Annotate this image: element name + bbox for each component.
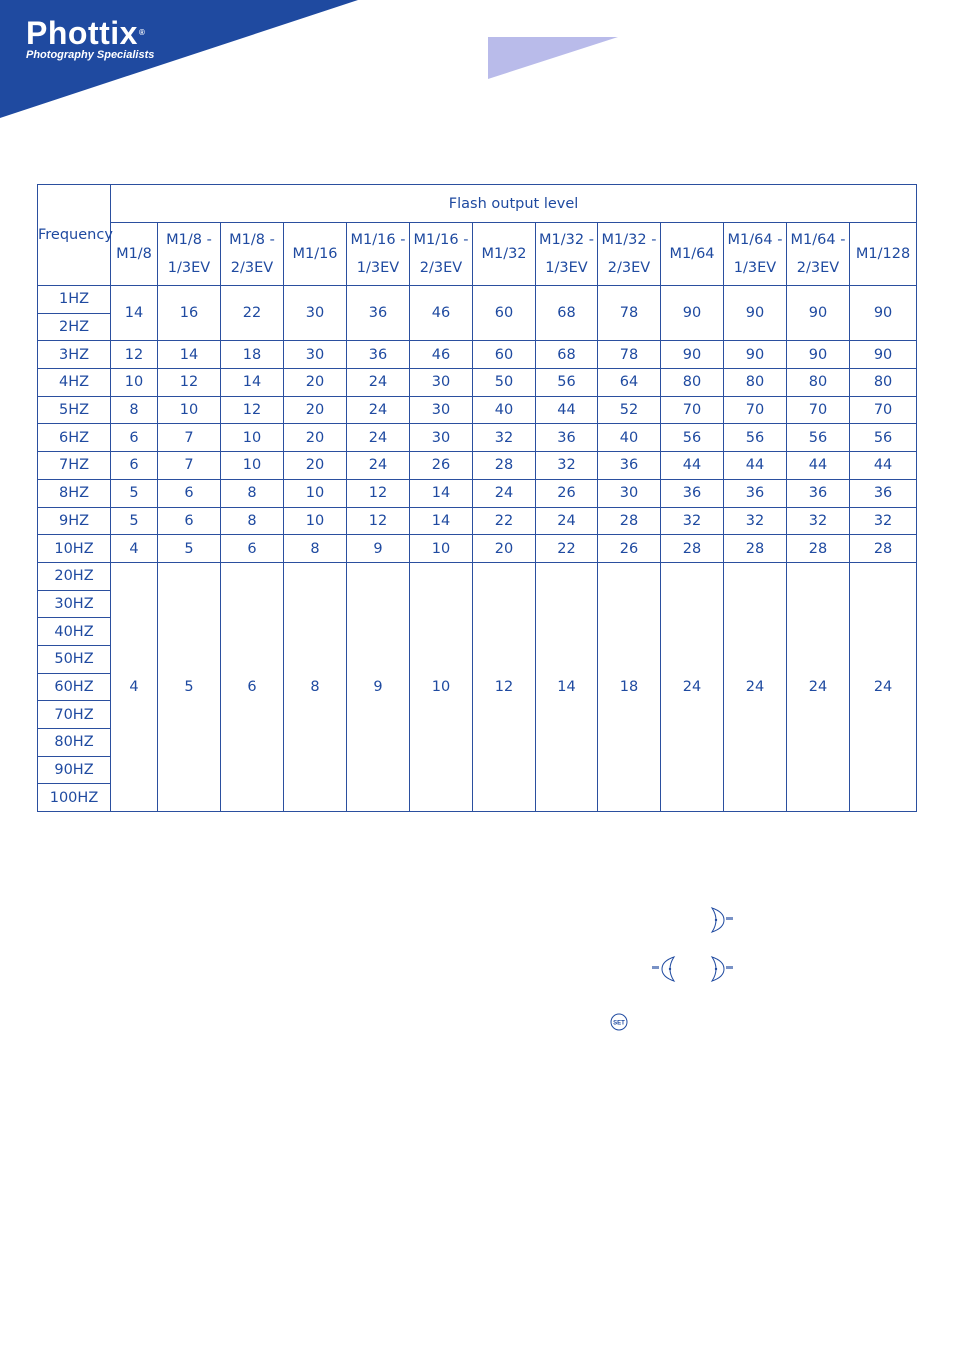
value-cell: 10 — [284, 507, 347, 535]
value-cell: 18 — [221, 341, 284, 369]
logo-name: Phottix — [26, 15, 138, 51]
value-cell: 5 — [158, 562, 221, 811]
column-header-line1: M1/32 - — [601, 232, 657, 248]
value-cell: 36 — [347, 286, 410, 341]
value-cell: 50 — [473, 369, 536, 397]
value-cell: 28 — [787, 535, 850, 563]
column-header-line1: M1/16 - — [413, 232, 469, 248]
value-cell: 4 — [111, 535, 158, 563]
column-header-row — [38, 223, 917, 286]
value-cell: 90 — [661, 286, 724, 341]
value-cell: 60 — [473, 286, 536, 341]
column-header-line1: M1/64 - — [790, 232, 846, 248]
column-header-line2: 2/3EV — [230, 260, 274, 276]
frequency-cell: 100HZ — [38, 784, 111, 812]
value-cell: 6 — [158, 507, 221, 535]
value-cell: 6 — [158, 479, 221, 507]
value-cell: 90 — [724, 286, 787, 341]
logo-wordmark — [26, 14, 154, 52]
column-header-line1: M1/128 — [855, 246, 911, 262]
value-cell: 56 — [724, 424, 787, 452]
table-row — [38, 479, 917, 507]
value-cell: 10 — [410, 535, 473, 563]
table-row — [38, 424, 917, 452]
value-cell: 5 — [111, 479, 158, 507]
value-cell: 80 — [787, 369, 850, 397]
flash-output-table — [37, 184, 917, 812]
frequency-cell: 60HZ — [38, 673, 111, 701]
value-cell: 36 — [850, 479, 917, 507]
value-cell: 20 — [473, 535, 536, 563]
value-cell: 26 — [410, 452, 473, 480]
value-cell: 70 — [850, 396, 917, 424]
value-cell: 10 — [284, 479, 347, 507]
value-cell: 14 — [410, 507, 473, 535]
value-cell: 56 — [850, 424, 917, 452]
value-cell: 90 — [661, 341, 724, 369]
frequency-cell: 70HZ — [38, 701, 111, 729]
column-header-line2: 1/3EV — [733, 260, 777, 276]
value-cell: 24 — [724, 562, 787, 811]
column-header — [661, 223, 724, 286]
value-cell: 80 — [724, 369, 787, 397]
value-cell: 6 — [111, 424, 158, 452]
value-cell: 28 — [661, 535, 724, 563]
column-header — [284, 223, 347, 286]
value-cell: 12 — [111, 341, 158, 369]
value-cell: 12 — [347, 507, 410, 535]
value-cell: 32 — [787, 507, 850, 535]
table-row — [38, 562, 917, 590]
logo-registered-mark: ® — [138, 28, 146, 37]
value-cell: 10 — [221, 424, 284, 452]
value-cell: 5 — [158, 535, 221, 563]
frequency-cell: 40HZ — [38, 618, 111, 646]
frequency-cell: 9HZ — [38, 507, 111, 535]
column-header — [850, 223, 917, 286]
value-cell: 36 — [724, 479, 787, 507]
column-header-line1: M1/8 — [116, 246, 152, 262]
value-cell: 26 — [598, 535, 661, 563]
value-cell: 8 — [111, 396, 158, 424]
value-cell: 20 — [284, 424, 347, 452]
frequency-cell: 90HZ — [38, 756, 111, 784]
value-cell: 12 — [158, 369, 221, 397]
table-row — [38, 507, 917, 535]
frequency-cell: 80HZ — [38, 729, 111, 757]
column-header-line2: 1/3EV — [167, 260, 211, 276]
value-cell: 46 — [410, 286, 473, 341]
frequency-cell: 1HZ — [38, 286, 111, 314]
value-cell: 30 — [284, 341, 347, 369]
frequency-cell: 50HZ — [38, 645, 111, 673]
value-cell: 5 — [111, 507, 158, 535]
value-cell: 44 — [724, 452, 787, 480]
value-cell: 32 — [724, 507, 787, 535]
value-cell: 52 — [598, 396, 661, 424]
value-cell: 40 — [473, 396, 536, 424]
value-cell: 70 — [661, 396, 724, 424]
value-cell: 28 — [598, 507, 661, 535]
column-header — [347, 223, 410, 286]
table-row — [38, 452, 917, 480]
frequency-cell: 5HZ — [38, 396, 111, 424]
value-cell: 7 — [158, 424, 221, 452]
value-cell: 22 — [473, 507, 536, 535]
value-cell: 28 — [724, 535, 787, 563]
column-header — [724, 223, 787, 286]
value-cell: 6 — [221, 562, 284, 811]
value-cell: 10 — [221, 452, 284, 480]
value-cell: 32 — [661, 507, 724, 535]
value-cell: 78 — [598, 341, 661, 369]
column-header-line1: M1/64 — [669, 246, 715, 262]
value-cell: 24 — [347, 396, 410, 424]
frequency-cell: 20HZ — [38, 562, 111, 590]
value-cell: 90 — [787, 341, 850, 369]
value-cell: 8 — [221, 507, 284, 535]
value-cell: 30 — [284, 286, 347, 341]
table-body — [38, 286, 917, 812]
value-cell: 30 — [410, 396, 473, 424]
value-cell: 28 — [473, 452, 536, 480]
value-cell: 26 — [536, 479, 598, 507]
value-cell: 56 — [536, 369, 598, 397]
column-header — [473, 223, 536, 286]
value-cell: 36 — [598, 452, 661, 480]
column-header — [598, 223, 661, 286]
frequency-header: Frequency — [38, 185, 111, 286]
value-cell: 60 — [473, 341, 536, 369]
value-cell: 36 — [787, 479, 850, 507]
frequency-cell: 4HZ — [38, 369, 111, 397]
value-cell: 24 — [661, 562, 724, 811]
value-cell: 36 — [536, 424, 598, 452]
column-header — [410, 223, 473, 286]
value-cell: 30 — [598, 479, 661, 507]
set-label: SET — [613, 1020, 625, 1027]
dial-right-icon — [706, 906, 736, 934]
table-row — [38, 369, 917, 397]
value-cell: 80 — [850, 369, 917, 397]
set-button-icon — [609, 1012, 629, 1032]
value-cell: 46 — [410, 341, 473, 369]
column-header — [158, 223, 221, 286]
flash-output-header: Flash output level — [111, 185, 917, 223]
column-header — [111, 223, 158, 286]
value-cell: 90 — [787, 286, 850, 341]
value-cell: 24 — [473, 479, 536, 507]
value-cell: 14 — [158, 341, 221, 369]
value-cell: 64 — [598, 369, 661, 397]
value-cell: 12 — [347, 479, 410, 507]
frequency-cell: 30HZ — [38, 590, 111, 618]
value-cell: 6 — [221, 535, 284, 563]
column-header — [787, 223, 850, 286]
frequency-cell: 3HZ — [38, 341, 111, 369]
value-cell: 44 — [536, 396, 598, 424]
value-cell: 40 — [598, 424, 661, 452]
value-cell: 36 — [347, 341, 410, 369]
value-cell: 44 — [661, 452, 724, 480]
value-cell: 90 — [724, 341, 787, 369]
value-cell: 30 — [410, 369, 473, 397]
column-header-line1: M1/8 - — [166, 232, 212, 248]
frequency-cell: 8HZ — [38, 479, 111, 507]
value-cell: 16 — [158, 286, 221, 341]
value-cell: 24 — [536, 507, 598, 535]
value-cell: 24 — [347, 424, 410, 452]
column-header — [221, 223, 284, 286]
logo — [26, 14, 154, 61]
frequency-cell: 2HZ — [38, 313, 111, 341]
value-cell: 14 — [221, 369, 284, 397]
value-cell: 8 — [221, 479, 284, 507]
dial-left-icon — [650, 955, 680, 983]
value-cell: 12 — [473, 562, 536, 811]
column-header-line1: M1/16 — [292, 246, 338, 262]
value-cell: 4 — [111, 562, 158, 811]
value-cell: 20 — [284, 369, 347, 397]
value-cell: 28 — [850, 535, 917, 563]
value-cell: 68 — [536, 341, 598, 369]
value-cell: 32 — [473, 424, 536, 452]
value-cell: 24 — [787, 562, 850, 811]
frequency-cell: 10HZ — [38, 535, 111, 563]
value-cell: 70 — [787, 396, 850, 424]
column-header-line2: 2/3EV — [796, 260, 840, 276]
value-cell: 24 — [347, 369, 410, 397]
column-header-line1: M1/16 - — [350, 232, 406, 248]
accent-shape — [488, 37, 618, 79]
value-cell: 70 — [724, 396, 787, 424]
value-cell: 14 — [536, 562, 598, 811]
value-cell: 6 — [111, 452, 158, 480]
value-cell: 32 — [850, 507, 917, 535]
table-row — [38, 341, 917, 369]
value-cell: 10 — [111, 369, 158, 397]
column-header-line1: M1/64 - — [727, 232, 783, 248]
value-cell: 90 — [850, 286, 917, 341]
value-cell: 56 — [787, 424, 850, 452]
table-row — [38, 396, 917, 424]
value-cell: 9 — [347, 535, 410, 563]
value-cell: 24 — [347, 452, 410, 480]
column-header-line2: 2/3EV — [607, 260, 651, 276]
value-cell: 30 — [410, 424, 473, 452]
column-header-line2: 1/3EV — [545, 260, 588, 276]
value-cell: 20 — [284, 452, 347, 480]
value-cell: 90 — [850, 341, 917, 369]
column-header-line1: M1/32 - — [539, 232, 594, 248]
value-cell: 20 — [284, 396, 347, 424]
value-cell: 8 — [284, 535, 347, 563]
value-cell: 18 — [598, 562, 661, 811]
value-cell: 7 — [158, 452, 221, 480]
table-row — [38, 535, 917, 563]
value-cell: 22 — [221, 286, 284, 341]
value-cell: 44 — [787, 452, 850, 480]
value-cell: 9 — [347, 562, 410, 811]
value-cell: 44 — [850, 452, 917, 480]
column-header-line1: M1/32 — [481, 246, 527, 262]
column-header — [536, 223, 598, 286]
value-cell: 68 — [536, 286, 598, 341]
value-cell: 36 — [661, 479, 724, 507]
column-header-line1: M1/8 - — [229, 232, 275, 248]
frequency-cell: 6HZ — [38, 424, 111, 452]
value-cell: 12 — [221, 396, 284, 424]
value-cell: 56 — [661, 424, 724, 452]
value-cell: 22 — [536, 535, 598, 563]
frequency-cell: 7HZ — [38, 452, 111, 480]
header-banner — [0, 0, 954, 130]
value-cell: 14 — [410, 479, 473, 507]
value-cell: 10 — [158, 396, 221, 424]
value-cell: 32 — [536, 452, 598, 480]
value-cell: 78 — [598, 286, 661, 341]
value-cell: 10 — [410, 562, 473, 811]
table-row — [38, 286, 917, 314]
dial-right-icon — [706, 955, 736, 983]
column-header-line2: 2/3EV — [419, 260, 463, 276]
value-cell: 14 — [111, 286, 158, 341]
logo-tagline: Photography Specialists — [26, 49, 155, 61]
value-cell: 80 — [661, 369, 724, 397]
value-cell: 24 — [850, 562, 917, 811]
value-cell: 8 — [284, 562, 347, 811]
column-header-line2: 1/3EV — [356, 260, 400, 276]
